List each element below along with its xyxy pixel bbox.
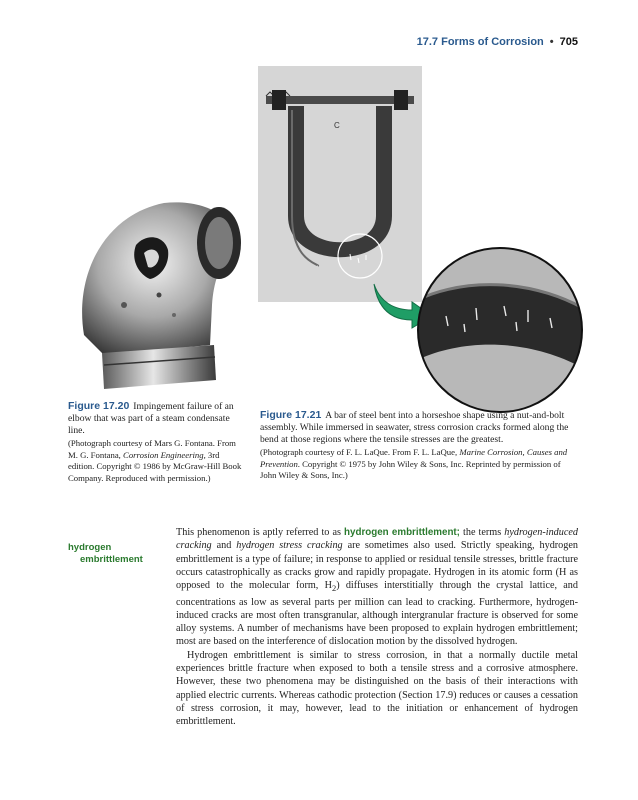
caption-text: A bar of steel bent into a horseshoe shape using a nut-and-bolt assembly. While immersed in seawater, stress corrosion cracks formed along the bend at those regions where the tensile stresses are the greatest.: [260, 410, 569, 445]
margin-term-line1: hydrogen: [68, 542, 112, 553]
running-header: [417, 36, 578, 48]
figure-17-21-caption: [260, 409, 578, 482]
photo-label-c: C: [334, 121, 340, 130]
section-title: 17.7 Forms of Corrosion: [416, 36, 544, 48]
photo-credit: (Photograph courtesy of Mars G. Fontana. From M. G. Fontana, Corrosion Engineering, 3rd edition. Copyright © 1986 by McGraw-Hill Book Company. Reproduced with permission.): [68, 438, 242, 483]
figure-17-20-caption: [68, 400, 244, 484]
margin-key-term: [68, 542, 168, 566]
ubolt-photo: [258, 66, 422, 302]
figure-number: Figure 17.20: [68, 400, 130, 412]
body-text: [176, 526, 578, 728]
elbow-photo: [64, 195, 244, 395]
caption-text: Impingement failure of an elbow that was part of a steam condensate line.: [68, 401, 234, 436]
header-separator: •: [549, 36, 554, 48]
margin-term-line2: embrittlement: [80, 554, 143, 565]
page-number: 705: [559, 36, 578, 48]
paragraph-1: This phenomenon is aptly referred to as hydrogen embrittlement; the terms hydrogen-induced cracking and hydrogen stress cracking are sometimes also used. Strictly speaking, hydrogen embrittlement is a type of failure; in response to applied or residual tensile stresses, brittle fracture occurs catastrophically as cracks grow and rapidly propagate. Hydrogen in its atomic form (H as opposed to the molecular form, $H_2$) diffuses interstitially through the crystal lattice, and concentrations as low as several parts per million can lead to cracking. Furthermore, hydrogen-induced cracks are most often transgranular, although intergranular fracture is observed for some alloy systems. A number of mechanisms have been proposed to explain hydrogen embrittlement; most are based on the interference of dislocation motion by the dissolved hydrogen.: [176, 527, 578, 648]
key-term: hydrogen embrittlement;: [344, 527, 460, 538]
paragraph-2: Hydrogen embrittlement is similar to stress corrosion, in that a normally ductile metal experiences brittle fracture when exposed to both a tensile stress and a corrosive atmosphere. However, these two phenomena may be distinguished on the basis of their interactions with applied electric currents. Whereas cathodic protection (Section 17.9) reduces or causes a cessation of stress corrosion, it may, however, lead to the initiation or enhancement of hydrogen embrittlement.: [176, 649, 578, 728]
photo-credit: (Photograph courtesy of F. L. LaQue. From F. L. LaQue, Marine Corrosion, Causes and Prevention. Copyright © 1975 by John Wiley & Sons, Inc. Reprinted by permission of John Wiley & Sons, Inc.): [260, 447, 568, 480]
figure-number: Figure 17.21: [260, 409, 322, 421]
magnified-detail-photo: [416, 246, 584, 414]
